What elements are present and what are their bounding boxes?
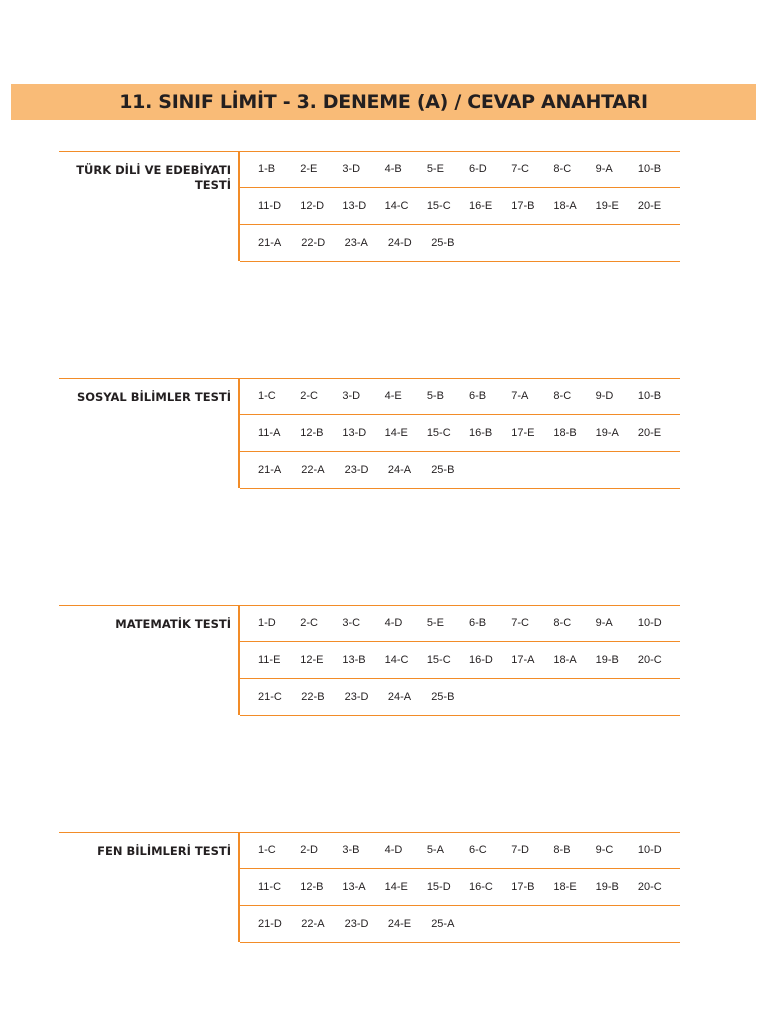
answer-cell: 20-C	[637, 881, 662, 893]
answer-cell: 4-D	[384, 844, 403, 856]
answer-cell: 25-B	[431, 464, 455, 476]
answer-cell: 2-E	[300, 163, 318, 175]
answer-cell: 3-C	[342, 617, 361, 629]
answer-cell: 24-E	[387, 918, 412, 930]
answer-cell: 5-B	[426, 390, 444, 402]
answer-cell: 20-E	[637, 427, 662, 439]
answer-row	[240, 415, 680, 452]
answer-cell: 12-D	[300, 200, 325, 212]
answer-cell: 4-D	[384, 617, 403, 629]
answer-cell: 11-A	[258, 427, 281, 439]
answer-cell: 23-D	[344, 464, 369, 476]
answer-row	[240, 906, 680, 943]
answer-cell: 7-C	[511, 163, 529, 175]
answer-cell: 20-C	[637, 654, 662, 666]
answer-cell: 3-D	[342, 390, 361, 402]
answer-grid	[240, 378, 680, 489]
answer-cell: 19-B	[595, 654, 619, 666]
answer-cell: 1-C	[258, 844, 276, 856]
answer-cell: 17-A	[511, 654, 535, 666]
answer-cell: 20-E	[637, 200, 662, 212]
answer-cell: 16-B	[469, 427, 493, 439]
section-label-line1: MATEMATİK TESTİ	[115, 617, 231, 631]
answer-cell: 22-A	[301, 464, 325, 476]
answer-row	[240, 378, 680, 415]
answer-cell: 2-C	[300, 390, 318, 402]
section-label	[59, 844, 231, 859]
answer-cell: 21-D	[258, 918, 282, 930]
answer-cell: 5-E	[426, 617, 444, 629]
answer-cell: 23-D	[344, 691, 369, 703]
title-bar	[11, 84, 756, 120]
answer-cell: 3-B	[342, 844, 360, 856]
answer-cell: 2-D	[300, 844, 318, 856]
answer-cell: 19-B	[595, 881, 619, 893]
answer-section	[59, 378, 680, 488]
answer-cell: 14-E	[384, 427, 408, 439]
section-label	[59, 390, 231, 405]
answer-row	[240, 452, 680, 489]
answer-cell: 8-B	[553, 844, 571, 856]
answer-cell: 15-C	[426, 200, 451, 212]
answer-cell: 10-B	[637, 390, 662, 402]
answer-cell: 22-D	[301, 237, 326, 249]
answer-cell: 10-D	[637, 844, 662, 856]
section-label-line1: TÜRK DİLİ VE EDEBİYATI	[76, 163, 231, 177]
answer-cell: 21-A	[258, 237, 282, 249]
answer-section	[59, 832, 680, 942]
answer-cell: 16-C	[469, 881, 493, 893]
section-label	[59, 163, 231, 193]
answer-cell: 1-B	[258, 163, 276, 175]
answer-cell: 17-E	[511, 427, 535, 439]
answer-cell: 25-B	[431, 237, 455, 249]
answer-cell: 12-B	[300, 881, 324, 893]
answer-cell: 24-A	[387, 464, 412, 476]
answer-cell: 18-A	[553, 654, 577, 666]
answer-cell: 15-C	[426, 427, 451, 439]
answer-cell: 5-E	[426, 163, 444, 175]
answer-cell: 2-C	[300, 617, 318, 629]
answer-cell: 22-B	[301, 691, 325, 703]
answer-cell: 23-D	[344, 918, 369, 930]
answer-cell: 7-D	[511, 844, 529, 856]
answer-cell: 11-C	[258, 881, 282, 893]
answer-cell: 8-C	[553, 390, 572, 402]
section-label-line2: TESTİ	[194, 178, 231, 192]
answer-cell: 6-C	[469, 844, 487, 856]
answer-cell: 13-D	[342, 427, 367, 439]
answer-grid	[240, 832, 680, 943]
answer-cell: 25-A	[431, 918, 455, 930]
answer-cell: 12-E	[300, 654, 324, 666]
answer-cell: 18-B	[553, 427, 577, 439]
answer-cell: 9-A	[595, 617, 613, 629]
answer-cell: 11-E	[258, 654, 281, 666]
answer-cell: 14-C	[384, 200, 409, 212]
answer-cell: 8-C	[553, 163, 572, 175]
answer-cell: 25-B	[431, 691, 455, 703]
answer-cell: 1-D	[258, 617, 276, 629]
answer-cell: 14-E	[384, 881, 408, 893]
answer-cell: 4-B	[384, 163, 402, 175]
answer-row	[240, 605, 680, 642]
answer-cell: 6-D	[469, 163, 487, 175]
answer-cell: 16-D	[469, 654, 493, 666]
section-label-line1: SOSYAL BİLİMLER TESTİ	[76, 390, 231, 404]
answer-cell: 4-E	[384, 390, 402, 402]
answer-row	[240, 679, 680, 716]
page-title: 11. SINIF LİMİT - 3. DENEME (A) / CEVAP ANAHTARI	[119, 91, 648, 113]
answer-section	[59, 151, 680, 261]
answer-row	[240, 869, 680, 906]
answer-cell: 14-C	[384, 654, 409, 666]
answer-cell: 21-A	[258, 464, 282, 476]
answer-cell: 6-B	[469, 390, 487, 402]
answer-grid	[240, 151, 680, 262]
answer-cell: 23-A	[344, 237, 368, 249]
answer-cell: 9-D	[595, 390, 614, 402]
answer-cell: 11-D	[258, 200, 282, 212]
answer-grid	[240, 605, 680, 716]
answer-cell: 7-A	[511, 390, 529, 402]
answer-row	[240, 832, 680, 869]
answer-cell: 7-C	[511, 617, 529, 629]
section-label	[59, 617, 231, 632]
answer-row	[240, 151, 680, 188]
answer-cell: 24-A	[387, 691, 412, 703]
answer-row	[240, 225, 680, 262]
answer-cell: 9-C	[595, 844, 614, 856]
section-label-line1: FEN BİLİMLERİ TESTİ	[97, 844, 231, 858]
answer-section	[59, 605, 680, 715]
answer-cell: 6-B	[469, 617, 487, 629]
answer-cell: 12-B	[300, 427, 324, 439]
answer-cell: 13-D	[342, 200, 367, 212]
answer-cell: 5-A	[426, 844, 444, 856]
answer-cell: 1-C	[258, 390, 276, 402]
answer-cell: 10-B	[637, 163, 662, 175]
answer-cell: 19-E	[595, 200, 619, 212]
answer-cell: 3-D	[342, 163, 361, 175]
answer-cell: 17-B	[511, 881, 535, 893]
answer-cell: 15-D	[426, 881, 451, 893]
answer-cell: 22-A	[301, 918, 325, 930]
answer-cell: 19-A	[595, 427, 619, 439]
answer-cell: 13-B	[342, 654, 366, 666]
answer-cell: 18-E	[553, 881, 577, 893]
answer-cell: 18-A	[553, 200, 577, 212]
answer-cell: 9-A	[595, 163, 613, 175]
answer-cell: 15-C	[426, 654, 451, 666]
answer-cell: 13-A	[342, 881, 366, 893]
answer-cell: 8-C	[553, 617, 572, 629]
answer-cell: 24-D	[387, 237, 412, 249]
answer-cell: 16-E	[469, 200, 493, 212]
answer-cell: 17-B	[511, 200, 535, 212]
answer-row	[240, 188, 680, 225]
answer-cell: 21-C	[258, 691, 282, 703]
answer-cell: 10-D	[637, 617, 662, 629]
answer-row	[240, 642, 680, 679]
